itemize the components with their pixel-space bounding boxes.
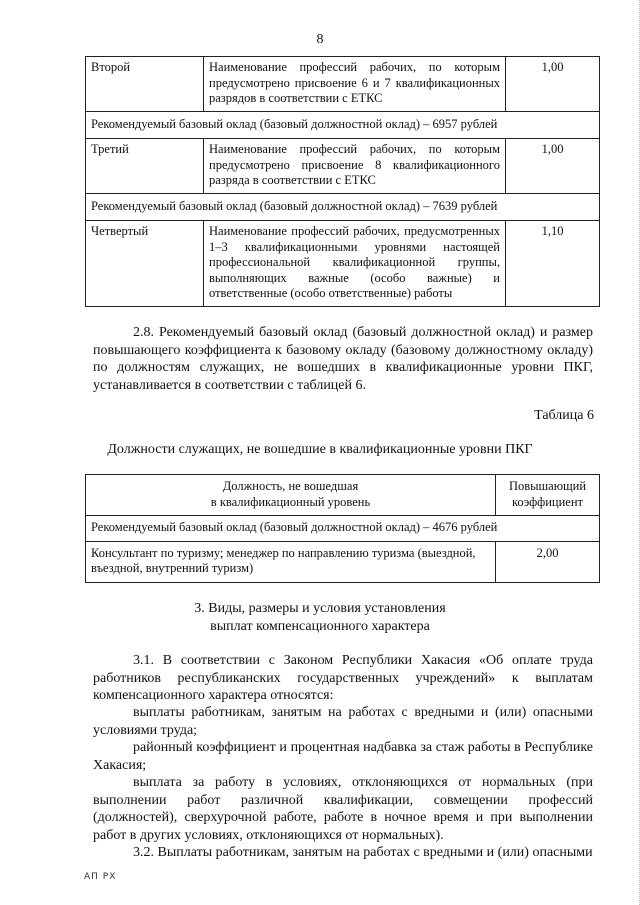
recommended-salary-cell: Рекомендуемый базовый оклад (базовый должностной оклад) – 7639 рублей	[86, 193, 600, 221]
coefficient-cell: 1,00	[506, 139, 600, 194]
table-row	[86, 221, 600, 307]
coefficient-header-line2: коэффициент	[511, 494, 584, 509]
coefficient-cell: 1,10	[506, 221, 600, 307]
coefficient-cell: 2,00	[496, 541, 600, 582]
table-row	[86, 57, 600, 112]
level-cell: Четвертый	[86, 221, 204, 307]
description-cell: Наименование профессий рабочих, по которым предусмотрено присвоение 8 квалификационного разряда в соответствии с ЕТКС	[204, 139, 506, 194]
paragraph-3-2: 3.2. Выплаты работникам, занятым на работах с вредными и (или) опасными	[133, 845, 593, 860]
recommended-salary-cell: Рекомендуемый базовый оклад (базовый должностной оклад) – 6957 рублей	[86, 111, 600, 139]
description-cell: Наименование профессий рабочих, предусмотренных 1–3 квалификационными уровнями настоящей профессиональной квалификационной группы, выполняющих важные (особо важные) и ответственные (особо ответственные) работы	[204, 221, 506, 307]
table-6-label: Таблица 6	[534, 408, 594, 423]
coefficient-cell: 1,00	[506, 57, 600, 112]
paragraph-2-8: 2.8. Рекомендуемый базовый оклад (базовый должностной оклад) и размер повышающего коэффициента к базовому окладу (базовому должностному окладу) по должностям служащих, не вошедших в квалификационные уровни ПКГ, устанавливается в соответствии с таблицей 6.	[93, 325, 593, 393]
footer-mark: АП РХ	[84, 872, 117, 882]
qualification-table	[85, 56, 600, 307]
table-6-title: Должности служащих, не вошедшие в квалификационные уровни ПКГ	[107, 442, 533, 457]
position-header	[86, 475, 496, 516]
table-row	[86, 139, 600, 194]
list-item: выплата за работу в условиях, отклоняющихся от нормальных (при выполнении работ различной квалификации, совмещении профессий (должностей), сверхурочной работе, работе в ночное время и при выполнении работ в других условиях, отклоняющихся от нормальных).	[93, 775, 593, 843]
coefficient-header-line1: Повышающий	[508, 479, 587, 493]
section-3-title-line2: выплат компенсационного характера	[210, 619, 430, 634]
list-item: районный коэффициент и процентная надбавка за стаж работы в Республике Хакасия;	[93, 740, 593, 773]
position-cell: Консультант по туризму; менеджер по направлению туризма (выездной, въездной, внутренний туризм)	[86, 541, 496, 582]
table-row	[86, 111, 600, 139]
paragraph-3-1: 3.1. В соответствии с Законом Республики Хакасия «Об оплате труда работников республиканских государственных учреждений» к выплатам компенсационного характера относятся:	[93, 653, 593, 703]
table-6	[85, 474, 600, 583]
page-number: 8	[316, 32, 324, 47]
table-row	[86, 541, 600, 582]
description-cell: Наименование профессий рабочих, по которым предусмотрено присвоение 6 и 7 квалификационных разрядов в соответствии с ЕТКС	[204, 57, 506, 112]
table-row	[86, 516, 600, 542]
list-item: выплаты работникам, занятым на работах с вредными и (или) опасными условиями труда;	[93, 705, 593, 738]
section-3-title-line1: 3. Виды, размеры и условия установления	[194, 601, 446, 616]
position-header-line2: в квалификационный уровень	[210, 494, 371, 509]
level-cell: Третий	[86, 139, 204, 194]
table-header-row	[86, 475, 600, 516]
coefficient-header	[496, 475, 600, 516]
table-row	[86, 193, 600, 221]
position-header-line1: Должность, не вошедшая	[222, 479, 359, 493]
level-cell: Второй	[86, 57, 204, 112]
recommended-salary-cell: Рекомендуемый базовый оклад (базовый должностной оклад) – 4676 рублей	[86, 516, 600, 542]
